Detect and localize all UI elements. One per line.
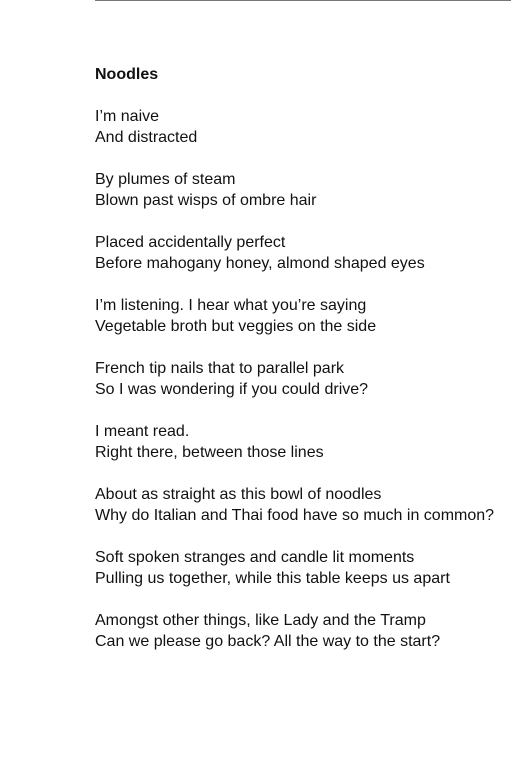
- poem-line: I’m listening. I hear what you’re saying: [95, 297, 367, 314]
- stanza-3: [95, 232, 505, 274]
- poem-line: Right there, between those lines: [95, 444, 324, 461]
- stanza-7: [95, 484, 505, 526]
- poem-line: Vegetable broth but veggies on the side: [95, 318, 377, 335]
- poem-line: And distracted: [95, 129, 198, 146]
- poem-line: Placed accidentally perfect: [95, 234, 286, 251]
- poem-line: So I was wondering if you could drive?: [95, 381, 369, 398]
- poem-title: Noodles: [95, 66, 159, 83]
- poem: [95, 64, 505, 673]
- poem-line: Can we please go back? All the way to the start?: [95, 633, 441, 650]
- poem-line: I meant read.: [95, 423, 190, 440]
- poem-line: Before mahogany honey, almond shaped eyes: [95, 255, 425, 272]
- stanza-1: [95, 106, 505, 148]
- poem-line: French tip nails that to parallel park: [95, 360, 345, 377]
- stanza-9: [95, 610, 505, 652]
- stanza-8: [95, 547, 505, 589]
- poem-line: Pulling us together, while this table keeps us apart: [95, 570, 450, 587]
- stanza-5: [95, 358, 505, 400]
- stanza-6: [95, 421, 505, 463]
- page-top-border: [95, 0, 511, 1]
- stanza-4: [95, 295, 505, 337]
- poem-line: Amongst other things, like Lady and the Tramp: [95, 612, 426, 629]
- poem-line: Blown past wisps of ombre hair: [95, 192, 317, 209]
- poem-line: Why do Italian and Thai food have so much in common?: [95, 507, 495, 524]
- poem-line: About as straight as this bowl of noodles: [95, 486, 382, 503]
- poem-line: Soft spoken stranges and candle lit moments: [95, 549, 415, 566]
- stanza-2: [95, 169, 505, 211]
- poem-line: By plumes of steam: [95, 171, 236, 188]
- poem-line: I’m naive: [95, 108, 160, 125]
